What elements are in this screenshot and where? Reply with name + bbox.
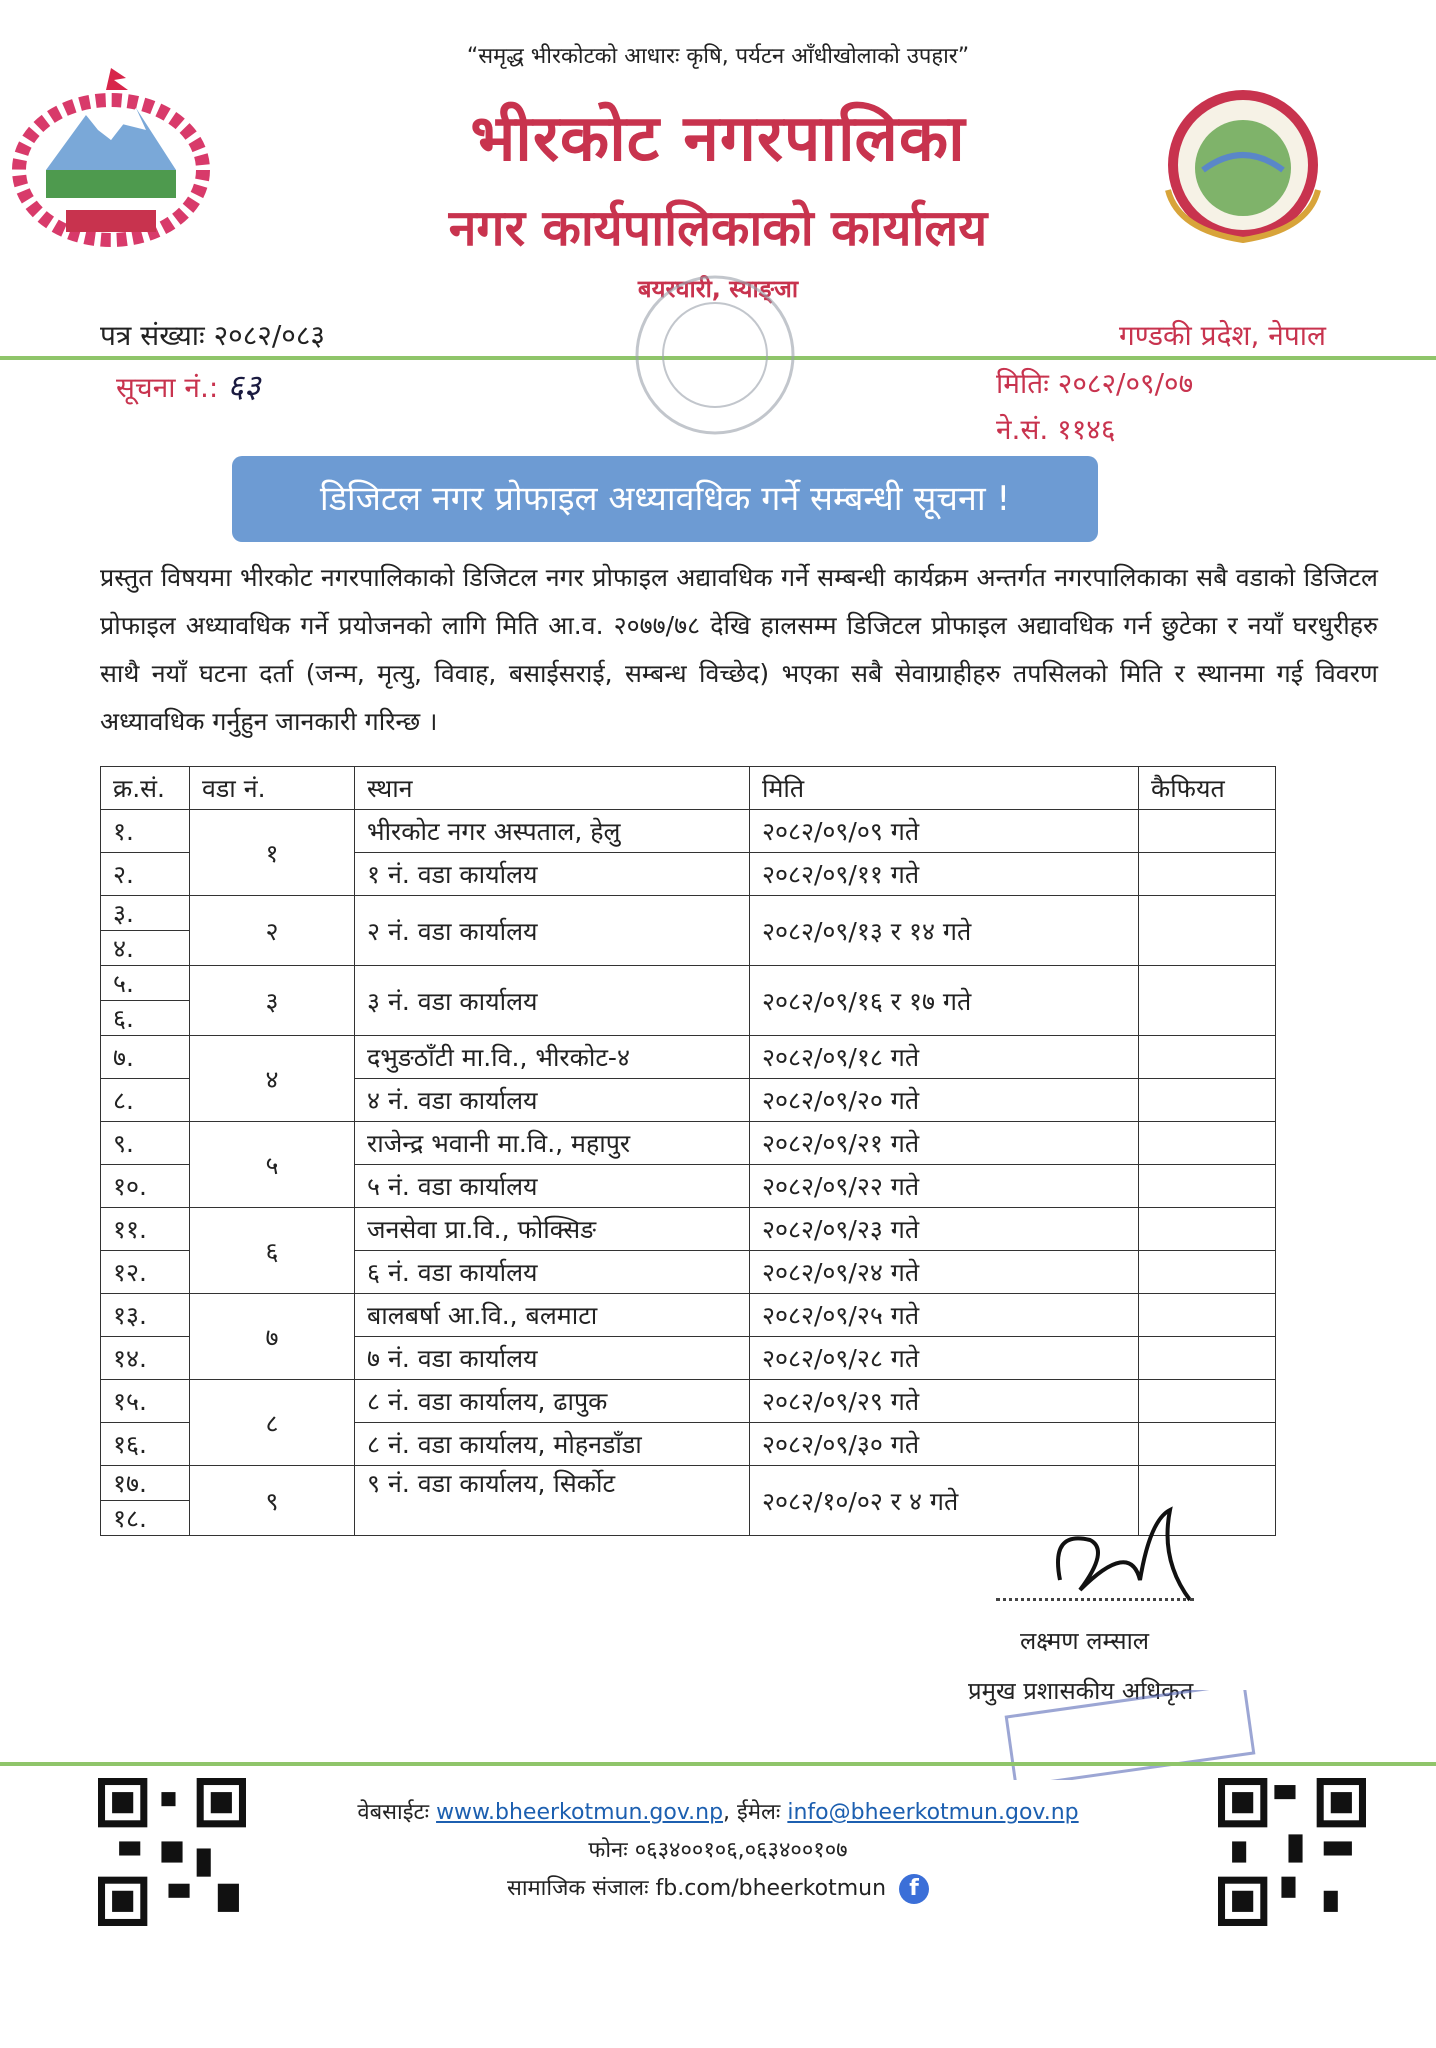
cell-remarks bbox=[1139, 1423, 1276, 1466]
cell-place: ३ नं. वडा कार्यालय bbox=[355, 966, 750, 1036]
cell-remarks bbox=[1139, 1036, 1276, 1079]
table-row bbox=[101, 1036, 1276, 1079]
cell-sn: १८. bbox=[101, 1501, 190, 1536]
col-header-date: मिति bbox=[750, 767, 1139, 810]
table-row bbox=[101, 966, 1276, 1001]
notice-body: प्रस्तुत विषयमा भीरकोट नगरपालिकाको डिजिटल नगर प्रोफाइल अद्यावधिक गर्ने सम्बन्धी कार्यक्रम अन्तर्गत नगरपालिकाका सबै वडाको डिजिटल प्रोफाइल अध्यावधिक गर्ने प्रयोजनको लागि मिति आ.व. २०७७/७८ देखि हालसम्म डिजिटल प्रोफाइल अद्यावधिक गर्न छुटेका र नयाँ घरधुरीहरु साथै नयाँ घटना दर्ता (जन्म, मृत्यु, विवाह, बसाईसराई, सम्बन्ध विच्छेद) भएका सबै सेवाग्राहीहरु तपसिलको मिति र स्थानमा गई विवरण अध्यावधिक गर्नुहुन जानकारी गरिन्छ । bbox=[100, 563, 1378, 736]
cell-remarks bbox=[1139, 1380, 1276, 1423]
cell-sn: १७. bbox=[101, 1466, 190, 1501]
cell-date: २०८२/०९/२१ गते bbox=[750, 1122, 1139, 1165]
cell-remarks bbox=[1139, 1294, 1276, 1337]
issue-date bbox=[996, 364, 1193, 402]
cell-place: ५ नं. वडा कार्यालय bbox=[355, 1165, 750, 1208]
letter-number-value: २०८२/०८३ bbox=[213, 319, 325, 352]
letter-number bbox=[100, 316, 325, 354]
cell-date: २०८२/०९/२९ गते bbox=[750, 1380, 1139, 1423]
qr-code-icon bbox=[1218, 1778, 1366, 1926]
cell-date: २०८२/१०/०२ र ४ गते bbox=[750, 1466, 1139, 1536]
office-address: बयरघारी, स्याङ्जा bbox=[637, 275, 799, 303]
cell-sn: १०. bbox=[101, 1165, 190, 1208]
table-header-row bbox=[101, 767, 1276, 810]
cell-sn: ६. bbox=[101, 1001, 190, 1036]
notice-number-label: सूचना नं.: bbox=[116, 371, 219, 404]
cell-sn: १६. bbox=[101, 1423, 190, 1466]
cell-place: दभुङठाँटी मा.वि., भीरकोट-४ bbox=[355, 1036, 750, 1079]
cell-remarks bbox=[1139, 1208, 1276, 1251]
cell-date: २०८२/०९/२२ गते bbox=[750, 1165, 1139, 1208]
cell-remarks bbox=[1139, 1251, 1276, 1294]
cell-sn: ५. bbox=[101, 966, 190, 1001]
cell-date: २०८२/०९/१८ गते bbox=[750, 1036, 1139, 1079]
notice-number bbox=[116, 364, 260, 407]
cell-date: २०८२/०९/३० गते bbox=[750, 1423, 1139, 1466]
col-header-remarks: कैफियत bbox=[1139, 767, 1276, 810]
cell-ward: १ bbox=[190, 810, 355, 896]
email-link[interactable]: info@bheerkotmun.gov.np bbox=[787, 1800, 1079, 1825]
table-row bbox=[101, 1380, 1276, 1423]
cell-place: १ नं. वडा कार्यालय bbox=[355, 853, 750, 896]
cell-remarks bbox=[1139, 1165, 1276, 1208]
cell-date: २०८२/०९/२४ गते bbox=[750, 1251, 1139, 1294]
issue-date-value: २०८२/०९/०७ bbox=[1057, 367, 1194, 400]
cell-remarks bbox=[1139, 1079, 1276, 1122]
slogan: “समृद्ध भीरकोटको आधारः कृषि, पर्यटन आँधीखोलाको उपहार” bbox=[466, 44, 970, 69]
phone-label: फोनः bbox=[588, 1838, 628, 1863]
issue-date-label: मितिः bbox=[996, 367, 1049, 400]
website-link[interactable]: www.bheerkotmun.gov.np bbox=[436, 1800, 724, 1825]
cell-ward: ७ bbox=[190, 1294, 355, 1380]
col-header-sn: क्र.सं. bbox=[101, 767, 190, 810]
cell-sn: ७. bbox=[101, 1036, 190, 1079]
cell-sn: ८. bbox=[101, 1079, 190, 1122]
cell-place: ६ नं. वडा कार्यालय bbox=[355, 1251, 750, 1294]
cell-ward: ९ bbox=[190, 1466, 355, 1536]
table-row bbox=[101, 1122, 1276, 1165]
cell-sn: १३. bbox=[101, 1294, 190, 1337]
office-stamp-icon bbox=[600, 270, 830, 440]
cell-sn: १२. bbox=[101, 1251, 190, 1294]
cell-remarks bbox=[1139, 1122, 1276, 1165]
cell-date: २०८२/०९/०९ गते bbox=[750, 810, 1139, 853]
letter-number-label: पत्र संख्याः bbox=[100, 319, 205, 352]
social-link[interactable]: fb.com/bheerkotmun bbox=[655, 1876, 887, 1901]
col-header-ward: वडा नं. bbox=[190, 767, 355, 810]
cell-sn: ४. bbox=[101, 931, 190, 966]
phone-value: ०६३४००१०६,०६३४००१०७ bbox=[634, 1838, 848, 1863]
cell-sn: १५. bbox=[101, 1380, 190, 1423]
cell-sn: २. bbox=[101, 853, 190, 896]
cell-place: बालबर्षा आ.वि., बलमाटा bbox=[355, 1294, 750, 1337]
signatory-title: प्रमुख प्रशासकीय अधिकृत bbox=[968, 1677, 1194, 1705]
cell-place: राजेन्द्र भवानी मा.वि., महापुर bbox=[355, 1122, 750, 1165]
footer-rule bbox=[0, 1762, 1436, 1766]
table-row bbox=[101, 896, 1276, 931]
cell-sn: १४. bbox=[101, 1337, 190, 1380]
cell-ward: ८ bbox=[190, 1380, 355, 1466]
website-label: वेबसाईटः bbox=[357, 1800, 430, 1825]
table-row bbox=[101, 810, 1276, 853]
cell-remarks bbox=[1139, 896, 1276, 966]
signature-icon bbox=[1040, 1500, 1200, 1620]
cell-sn: ११. bbox=[101, 1208, 190, 1251]
cell-date: २०८२/०९/१६ र १७ गते bbox=[750, 966, 1139, 1036]
cell-date: २०८२/०९/११ गते bbox=[750, 853, 1139, 896]
signatory-stamp-icon bbox=[1000, 1690, 1260, 1780]
email-label: ईमेलः bbox=[737, 1800, 781, 1825]
cell-sn: १. bbox=[101, 810, 190, 853]
municipality-logo-icon bbox=[1148, 80, 1338, 250]
office-name: नगर कार्यपालिकाको कार्यालय bbox=[448, 199, 988, 257]
nepal-sambat-date: ने.सं. ११४६ bbox=[996, 413, 1116, 446]
cell-remarks bbox=[1139, 1337, 1276, 1380]
table-row bbox=[101, 1466, 1276, 1501]
cell-remarks bbox=[1139, 966, 1276, 1036]
col-header-place: स्थान bbox=[355, 767, 750, 810]
notice-number-value: ६३ bbox=[227, 367, 261, 405]
cell-date: २०८२/०९/२५ गते bbox=[750, 1294, 1139, 1337]
cell-ward: ३ bbox=[190, 966, 355, 1036]
cell-place: ९ नं. वडा कार्यालय, सिर्कोट bbox=[355, 1466, 750, 1536]
org-name: भीरकोट नगरपालिका bbox=[470, 102, 966, 176]
facebook-icon[interactable]: f bbox=[899, 1874, 929, 1904]
cell-date: २०८२/०९/२३ गते bbox=[750, 1208, 1139, 1251]
cell-ward: ६ bbox=[190, 1208, 355, 1294]
cell-date: २०८२/०९/२० गते bbox=[750, 1079, 1139, 1122]
cell-place: ८ नं. वडा कार्यालय, ढापुक bbox=[355, 1380, 750, 1423]
province: गण्डकी प्रदेश, नेपाल bbox=[1118, 319, 1326, 352]
cell-place: २ नं. वडा कार्यालय bbox=[355, 896, 750, 966]
social-label: सामाजिक संजालः bbox=[506, 1876, 649, 1901]
cell-place: ४ नं. वडा कार्यालय bbox=[355, 1079, 750, 1122]
cell-remarks bbox=[1139, 810, 1276, 853]
table-row bbox=[101, 1208, 1276, 1251]
schedule-table bbox=[100, 766, 1276, 1536]
cell-date: २०८२/०९/२८ गते bbox=[750, 1337, 1139, 1380]
table-row bbox=[101, 1294, 1276, 1337]
cell-remarks bbox=[1139, 853, 1276, 896]
cell-place: ७ नं. वडा कार्यालय bbox=[355, 1337, 750, 1380]
footer-contact-line: वेबसाईटः www.bheerkotmun.gov.np, ईमेलः info@bheerkotmun.gov.np bbox=[357, 1800, 1079, 1825]
cell-sn: ३. bbox=[101, 896, 190, 931]
cell-place: जनसेवा प्रा.वि., फोक्सिङ bbox=[355, 1208, 750, 1251]
cell-sn: ९. bbox=[101, 1122, 190, 1165]
cell-place: भीरकोट नगर अस्पताल, हेलु bbox=[355, 810, 750, 853]
signatory-name: लक्ष्मण लम्साल bbox=[1020, 1627, 1150, 1655]
cell-place: ८ नं. वडा कार्यालय, मोहनडाँडा bbox=[355, 1423, 750, 1466]
cell-date: २०८२/०९/१३ र १४ गते bbox=[750, 896, 1139, 966]
cell-ward: ४ bbox=[190, 1036, 355, 1122]
notice-heading: डिजिटल नगर प्रोफाइल अध्यावधिक गर्ने सम्बन्धी सूचना ! bbox=[232, 456, 1098, 542]
cell-ward: ५ bbox=[190, 1122, 355, 1208]
signature-line bbox=[996, 1598, 1194, 1601]
cell-ward: २ bbox=[190, 896, 355, 966]
